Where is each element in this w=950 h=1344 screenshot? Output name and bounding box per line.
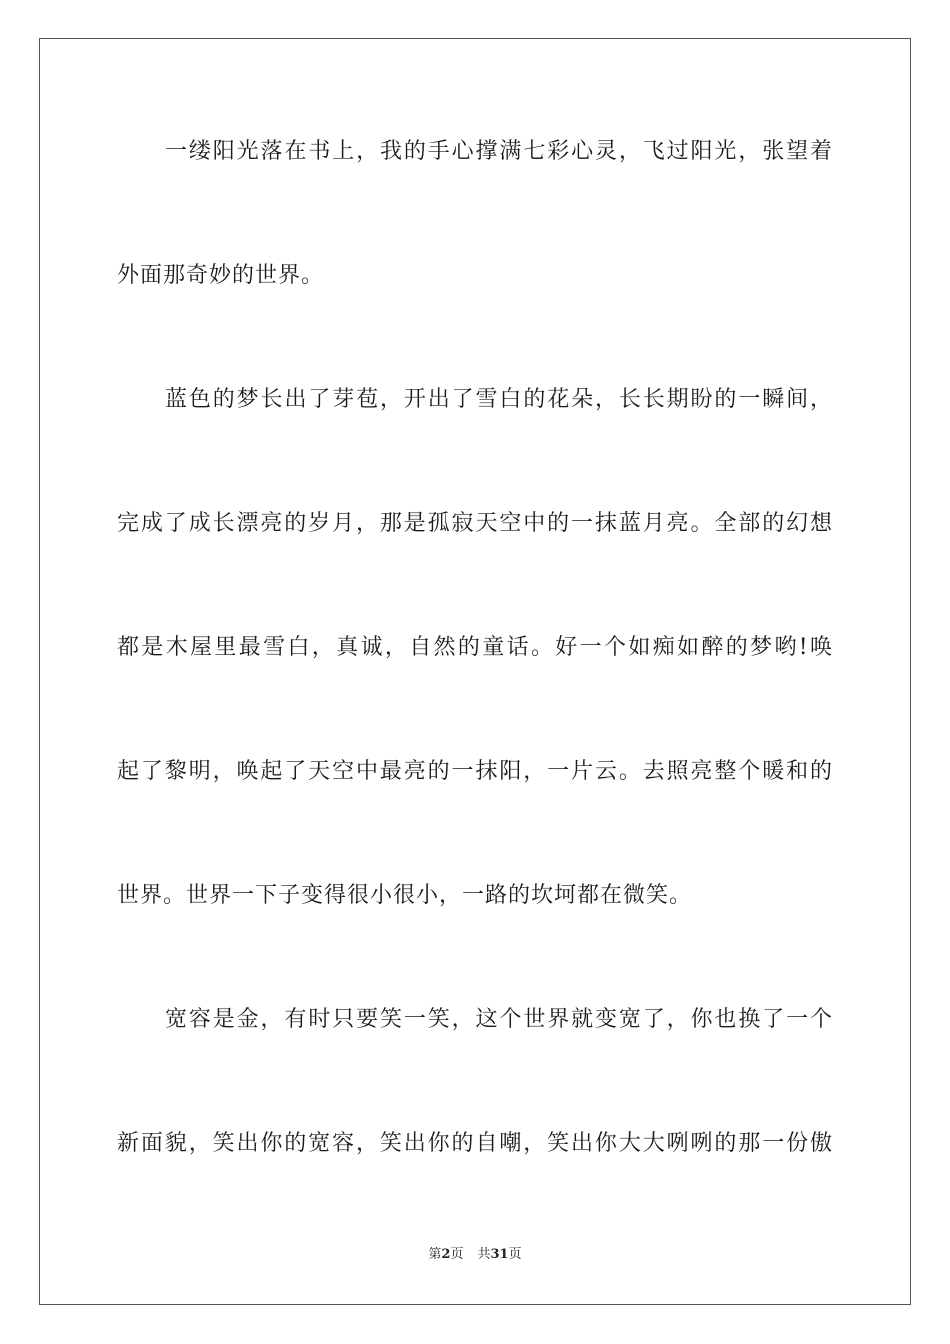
page-frame	[39, 38, 911, 1305]
paragraph-2-line-1: 蓝色的梦长出了芽苞，开出了雪白的花朵，长长期盼的一瞬间，	[165, 387, 833, 412]
footer-total-prefix: 共	[477, 1247, 491, 1262]
paragraph-2-line-5: 世界。世界一下子变得很小很小，一路的坎坷都在微笑。	[117, 883, 693, 908]
paragraph-2-line-3: 都是木屋里最雪白，真诚，自然的童话。好一个如痴如醉的梦哟!唤	[117, 635, 833, 660]
page-footer	[0, 1246, 950, 1264]
footer-page-suffix: 页	[450, 1247, 464, 1262]
paragraph-1-line-2: 外面那奇妙的世界。	[117, 263, 325, 288]
footer-page-number: 2	[441, 1247, 451, 1262]
paragraph-3-line-2: 新面貌，笑出你的宽容，笑出你的自嘲，笑出你大大咧咧的那一份傲	[117, 1131, 833, 1156]
paragraph-1-line-1: 一缕阳光落在书上，我的手心撑满七彩心灵，飞过阳光，张望着	[165, 139, 833, 164]
footer-total-pages: 31	[490, 1247, 509, 1262]
paragraph-2-line-4: 起了黎明，唤起了天空中最亮的一抹阳，一片云。去照亮整个暖和的	[117, 759, 833, 784]
footer-total-suffix: 页	[508, 1247, 522, 1262]
paragraph-2-line-2: 完成了成长漂亮的岁月，那是孤寂天空中的一抹蓝月亮。全部的幻想	[117, 511, 833, 536]
footer-page-prefix: 第	[428, 1247, 442, 1262]
paragraph-3-line-1: 宽容是金，有时只要笑一笑，这个世界就变宽了，你也换了一个	[165, 1007, 833, 1032]
